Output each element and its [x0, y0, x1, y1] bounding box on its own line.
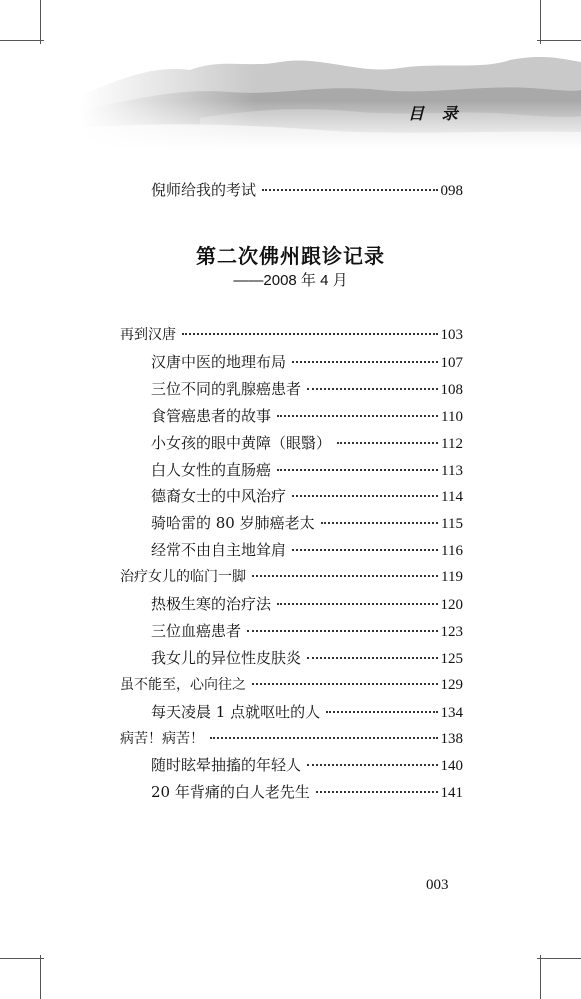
dot-leader [262, 189, 437, 191]
crop-mark [40, 0, 41, 44]
crop-mark [537, 958, 581, 959]
toc-entry[interactable] [120, 729, 463, 749]
toc-entry-page: 120 [440, 597, 463, 613]
crop-mark [40, 955, 41, 999]
crop-mark [0, 40, 44, 41]
toc-entry[interactable] [151, 755, 463, 776]
toc-entry-title: 食管癌患者的故事 [151, 407, 272, 425]
header-title: 目 录 [408, 104, 464, 123]
dot-leader [247, 630, 437, 632]
toc-entry-title: 骑哈雷的 80 岁肺癌老太 [151, 514, 315, 532]
toc-entry[interactable] [151, 513, 463, 534]
dot-leader [252, 683, 438, 685]
toc-entry-title: 热极生寒的治疗法 [151, 595, 272, 613]
toc-entry-page: 141 [440, 785, 463, 801]
dot-leader [337, 442, 438, 444]
toc-entry[interactable] [151, 180, 463, 201]
toc-entry-title: 三位血癌患者 [151, 622, 242, 640]
toc-entry-page: 123 [440, 624, 463, 640]
toc-entry-page: 140 [440, 758, 463, 774]
toc-entry[interactable] [151, 406, 463, 427]
dot-leader [277, 603, 437, 605]
toc-entry[interactable] [151, 594, 463, 615]
toc-entry-page: 103 [440, 327, 463, 343]
toc-entry[interactable] [151, 648, 463, 669]
toc-entry-title: 三位不同的乳腺癌患者 [151, 380, 302, 398]
dot-leader [307, 388, 437, 390]
toc-entry-title: 经常不由自主地耸肩 [151, 541, 287, 559]
dot-leader [277, 469, 438, 471]
toc-entry-title: 白人女性的直肠癌 [151, 461, 272, 479]
crop-mark [540, 955, 541, 999]
toc-entry[interactable] [151, 486, 463, 507]
toc-entry-title: 治疗女儿的临门一脚 [120, 569, 246, 585]
toc-entry[interactable] [151, 352, 463, 373]
toc-entry[interactable] [151, 433, 463, 454]
toc-entry-title: 德裔女士的中风治疗 [151, 487, 287, 505]
mountain-banner [80, 40, 581, 150]
toc-entry[interactable] [120, 325, 463, 345]
toc-entry-title: 每天凌晨 1 点就呕吐的人 [151, 703, 321, 721]
toc-entry[interactable] [120, 567, 463, 587]
toc-entry-page: 134 [440, 705, 463, 721]
toc-entry-title: 再到汉唐 [120, 327, 176, 343]
toc-entry-page: 138 [440, 731, 463, 747]
toc-entry-title: 汉唐中医的地理布局 [151, 353, 287, 371]
toc-entry[interactable] [151, 782, 463, 803]
toc-entry-page: 114 [441, 489, 463, 505]
toc-entry-page: 110 [441, 409, 463, 425]
toc-entry[interactable] [151, 379, 463, 400]
toc-entry-title: 小女孩的眼中黄障（眼翳） [151, 434, 332, 452]
toc-entry[interactable] [151, 540, 463, 561]
toc-entry-page: 115 [441, 516, 463, 532]
toc-entry[interactable] [151, 621, 463, 642]
toc-entry-page: 129 [440, 677, 463, 693]
page-number: 003 [426, 877, 449, 893]
dot-leader [292, 361, 437, 363]
dot-leader [210, 737, 438, 739]
toc-entry-title: 我女儿的异位性皮肤炎 [151, 649, 302, 667]
dot-leader [292, 495, 438, 497]
crop-mark [0, 958, 44, 959]
toc-entry-page: 113 [441, 463, 463, 479]
dot-leader [277, 415, 438, 417]
toc-entry-page: 108 [440, 382, 463, 398]
toc-entry-page: 112 [441, 436, 463, 452]
toc-entry-title: 虽不能至，心向往之 [120, 677, 246, 693]
toc-entry-title: 20 年背痛的白人老先生 [151, 783, 310, 801]
section-heading: 第二次佛州跟诊记录 [196, 244, 385, 268]
dot-leader [321, 522, 438, 524]
toc-entry-title: 病苦！病苦！ [120, 731, 204, 747]
crop-mark [540, 0, 541, 44]
dot-leader [292, 549, 438, 551]
dot-leader [182, 333, 438, 335]
toc-entry-title: 倪师给我的考试 [151, 181, 257, 199]
dot-leader [326, 711, 437, 713]
dot-leader [307, 657, 437, 659]
dot-leader [307, 764, 437, 766]
toc-entry-page: 125 [440, 651, 463, 667]
toc-entry-title: 随时眩晕抽搐的年轻人 [151, 756, 302, 774]
dot-leader [316, 791, 438, 793]
section-subheading: ——2008 年 4 月 [233, 272, 348, 289]
toc-entry-page: 119 [441, 569, 463, 585]
dot-leader [252, 575, 438, 577]
toc-entry[interactable] [151, 460, 463, 481]
toc-entry[interactable] [120, 675, 463, 695]
toc-entry-page: 098 [440, 183, 463, 199]
toc-entry[interactable] [151, 702, 463, 723]
toc-entry-page: 107 [440, 355, 463, 371]
toc-entry-page: 116 [441, 543, 463, 559]
